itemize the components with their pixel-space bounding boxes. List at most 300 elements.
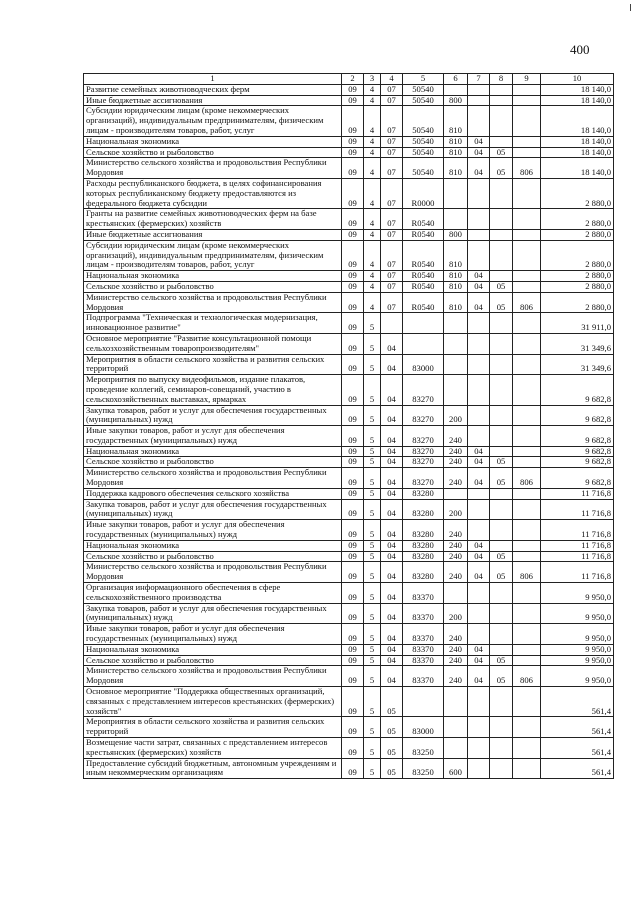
- ministry-cell: [513, 240, 541, 270]
- type-cell: 600: [444, 758, 468, 779]
- chapter-cell: [468, 95, 490, 106]
- chapter-cell: 04: [468, 292, 490, 313]
- subchapter-cell: [490, 446, 513, 457]
- ministry-cell: [513, 446, 541, 457]
- code-cell: 50540: [403, 106, 444, 136]
- code-cell: 83270: [403, 468, 444, 489]
- subchapter-cell: [490, 644, 513, 655]
- ministry-cell: [513, 281, 541, 292]
- ministry-cell: [513, 644, 541, 655]
- chapter-cell: [468, 687, 490, 717]
- type-cell: 810: [444, 136, 468, 147]
- name-cell: Сельское хозяйство и рыболовство: [84, 457, 342, 468]
- amount-cell: 11 716,8: [541, 551, 614, 562]
- ministry-cell: [513, 687, 541, 717]
- item-cell: 04: [381, 354, 403, 375]
- ministry-cell: [513, 271, 541, 282]
- section-cell: 09: [342, 499, 364, 520]
- ministry-cell: [513, 229, 541, 240]
- subsection-cell: 4: [364, 158, 381, 179]
- table-row: [84, 405, 614, 426]
- table-row: [84, 292, 614, 313]
- subsection-cell: 4: [364, 209, 381, 230]
- subchapter-cell: [490, 540, 513, 551]
- code-cell: 50540: [403, 136, 444, 147]
- page-number: 400: [570, 42, 590, 57]
- subsection-cell: 4: [364, 147, 381, 158]
- ministry-cell: [513, 426, 541, 447]
- item-cell: 04: [381, 446, 403, 457]
- item-cell: 04: [381, 644, 403, 655]
- ministry-cell: [513, 551, 541, 562]
- section-cell: 09: [342, 520, 364, 541]
- ministry-cell: [513, 136, 541, 147]
- code-cell: [403, 687, 444, 717]
- subsection-cell: 4: [364, 240, 381, 270]
- item-cell: 04: [381, 666, 403, 687]
- item-cell: 07: [381, 136, 403, 147]
- table-row: [84, 540, 614, 551]
- item-cell: 04: [381, 562, 403, 583]
- item-cell: 07: [381, 178, 403, 208]
- section-cell: 09: [342, 158, 364, 179]
- chapter-cell: [468, 488, 490, 499]
- item-cell: 04: [381, 375, 403, 405]
- item-cell: 07: [381, 271, 403, 282]
- section-cell: 09: [342, 209, 364, 230]
- item-cell: 07: [381, 95, 403, 106]
- table-row: [84, 717, 614, 738]
- ministry-cell: 806: [513, 292, 541, 313]
- code-cell: 83270: [403, 457, 444, 468]
- type-cell: 240: [444, 551, 468, 562]
- subchapter-cell: [490, 426, 513, 447]
- item-cell: 05: [381, 717, 403, 738]
- amount-cell: 561,4: [541, 738, 614, 759]
- item-cell: 07: [381, 147, 403, 158]
- item-cell: 04: [381, 488, 403, 499]
- column-header: 6: [444, 74, 468, 85]
- type-cell: [444, 209, 468, 230]
- table-row: [84, 603, 614, 624]
- type-cell: [444, 488, 468, 499]
- section-cell: 09: [342, 446, 364, 457]
- subsection-cell: 5: [364, 666, 381, 687]
- chapter-cell: [468, 624, 490, 645]
- type-cell: 240: [444, 655, 468, 666]
- subsection-cell: 5: [364, 488, 381, 499]
- code-cell: 83370: [403, 666, 444, 687]
- item-cell: 07: [381, 240, 403, 270]
- table-row: [84, 354, 614, 375]
- table-row: [84, 583, 614, 604]
- chapter-cell: 04: [468, 281, 490, 292]
- code-cell: 83370: [403, 583, 444, 604]
- name-cell: Основное мероприятие "Поддержка общественных организаций, связанных с представлением интересов крестьянских (фермерских) хозяйств": [84, 687, 342, 717]
- item-cell: 04: [381, 583, 403, 604]
- name-cell: Закупка товаров, работ и услуг для обеспечения государственных (муниципальных) нужд: [84, 603, 342, 624]
- name-cell: Иные закупки товаров, работ и услуг для обеспечения государственных (муниципальных) нужд: [84, 426, 342, 447]
- section-cell: 09: [342, 468, 364, 489]
- subsection-cell: 4: [364, 271, 381, 282]
- table-row: [84, 84, 614, 95]
- amount-cell: 31 911,0: [541, 313, 614, 334]
- table-row: [84, 95, 614, 106]
- chapter-cell: [468, 499, 490, 520]
- subsection-cell: 4: [364, 84, 381, 95]
- section-cell: 09: [342, 281, 364, 292]
- name-cell: Мероприятия по выпуску видеофильмов, издание плакатов, проведение коллегий, семинаров-совещаний, участию в сельскохозяйственных выставках, ярмарках: [84, 375, 342, 405]
- table-row: [84, 520, 614, 541]
- code-cell: 83370: [403, 644, 444, 655]
- subsection-cell: 5: [364, 375, 381, 405]
- type-cell: 240: [444, 446, 468, 457]
- table-row: [84, 158, 614, 179]
- code-cell: 83280: [403, 562, 444, 583]
- section-cell: 09: [342, 758, 364, 779]
- column-header: 9: [513, 74, 541, 85]
- subsection-cell: 4: [364, 136, 381, 147]
- type-cell: 240: [444, 644, 468, 655]
- amount-cell: 9 950,0: [541, 624, 614, 645]
- type-cell: 810: [444, 106, 468, 136]
- section-cell: 09: [342, 488, 364, 499]
- chapter-cell: [468, 375, 490, 405]
- section-cell: 09: [342, 717, 364, 738]
- section-cell: 09: [342, 84, 364, 95]
- type-cell: 240: [444, 426, 468, 447]
- item-cell: 04: [381, 520, 403, 541]
- chapter-cell: 04: [468, 158, 490, 179]
- type-cell: 240: [444, 562, 468, 583]
- code-cell: [403, 313, 444, 334]
- type-cell: [444, 687, 468, 717]
- type-cell: 810: [444, 147, 468, 158]
- table-row: [84, 136, 614, 147]
- type-cell: [444, 84, 468, 95]
- item-cell: 05: [381, 687, 403, 717]
- section-cell: 09: [342, 333, 364, 354]
- ministry-cell: [513, 655, 541, 666]
- table-row: [84, 333, 614, 354]
- subchapter-cell: [490, 136, 513, 147]
- subchapter-cell: [490, 405, 513, 426]
- table-row: [84, 178, 614, 208]
- amount-cell: 9 682,8: [541, 446, 614, 457]
- subchapter-cell: [490, 738, 513, 759]
- code-cell: 83280: [403, 551, 444, 562]
- code-cell: R0540: [403, 271, 444, 282]
- amount-cell: 11 716,8: [541, 520, 614, 541]
- subchapter-cell: [490, 717, 513, 738]
- name-cell: Возмещение части затрат, связанных с представлением интересов крестьянских (фермерских) хозяйств: [84, 738, 342, 759]
- subchapter-cell: 05: [490, 666, 513, 687]
- item-cell: 04: [381, 468, 403, 489]
- chapter-cell: [468, 520, 490, 541]
- subsection-cell: 4: [364, 229, 381, 240]
- table-row: [84, 229, 614, 240]
- type-cell: 200: [444, 405, 468, 426]
- amount-cell: 561,4: [541, 758, 614, 779]
- subsection-cell: 5: [364, 499, 381, 520]
- type-cell: [444, 354, 468, 375]
- code-cell: 83270: [403, 446, 444, 457]
- amount-cell: 9 950,0: [541, 655, 614, 666]
- chapter-cell: 04: [468, 468, 490, 489]
- chapter-cell: 04: [468, 457, 490, 468]
- subsection-cell: 5: [364, 540, 381, 551]
- ministry-cell: [513, 313, 541, 334]
- name-cell: Иные бюджетные ассигнования: [84, 95, 342, 106]
- amount-cell: 561,4: [541, 717, 614, 738]
- section-cell: 09: [342, 136, 364, 147]
- table-row: [84, 375, 614, 405]
- amount-cell: 2 880,0: [541, 178, 614, 208]
- item-cell: 07: [381, 229, 403, 240]
- subsection-cell: 5: [364, 457, 381, 468]
- subchapter-cell: [490, 375, 513, 405]
- table-row: [84, 758, 614, 779]
- subsection-cell: 5: [364, 520, 381, 541]
- type-cell: 810: [444, 292, 468, 313]
- item-cell: 07: [381, 84, 403, 95]
- section-cell: 09: [342, 240, 364, 270]
- name-cell: Министерство сельского хозяйства и продовольствия Республики Мордовия: [84, 468, 342, 489]
- type-cell: 800: [444, 95, 468, 106]
- section-cell: 09: [342, 562, 364, 583]
- column-header: 10: [541, 74, 614, 85]
- chapter-cell: 04: [468, 644, 490, 655]
- subchapter-cell: [490, 354, 513, 375]
- column-header: 2: [342, 74, 364, 85]
- item-cell: 05: [381, 758, 403, 779]
- subchapter-cell: 05: [490, 468, 513, 489]
- type-cell: [444, 583, 468, 604]
- amount-cell: 11 716,8: [541, 562, 614, 583]
- amount-cell: 561,4: [541, 687, 614, 717]
- name-cell: Расходы республиканского бюджета, в целях софинансирования которых республиканскому бюджету предоставляются из федерального бюджета субсидии: [84, 178, 342, 208]
- chapter-cell: [468, 84, 490, 95]
- name-cell: Министерство сельского хозяйства и продовольствия Республики Мордовия: [84, 292, 342, 313]
- type-cell: [444, 717, 468, 738]
- section-cell: 09: [342, 687, 364, 717]
- code-cell: 83000: [403, 354, 444, 375]
- code-cell: R0540: [403, 292, 444, 313]
- subsection-cell: 5: [364, 655, 381, 666]
- section-cell: 09: [342, 426, 364, 447]
- subchapter-cell: [490, 271, 513, 282]
- chapter-cell: 04: [468, 271, 490, 282]
- chapter-cell: 04: [468, 655, 490, 666]
- type-cell: 240: [444, 666, 468, 687]
- type-cell: [444, 375, 468, 405]
- table-row: [84, 426, 614, 447]
- ministry-cell: [513, 717, 541, 738]
- subchapter-cell: [490, 209, 513, 230]
- subchapter-cell: [490, 229, 513, 240]
- name-cell: Закупка товаров, работ и услуг для обеспечения государственных (муниципальных) нужд: [84, 499, 342, 520]
- table-row: [84, 271, 614, 282]
- amount-cell: 2 880,0: [541, 240, 614, 270]
- subsection-cell: 5: [364, 624, 381, 645]
- code-cell: 83280: [403, 488, 444, 499]
- subchapter-cell: [490, 520, 513, 541]
- subchapter-cell: 05: [490, 292, 513, 313]
- amount-cell: 11 716,8: [541, 488, 614, 499]
- type-cell: 240: [444, 457, 468, 468]
- amount-cell: 18 140,0: [541, 95, 614, 106]
- code-cell: 83250: [403, 738, 444, 759]
- ministry-cell: [513, 375, 541, 405]
- table-row: [84, 562, 614, 583]
- ministry-cell: [513, 333, 541, 354]
- name-cell: Национальная экономика: [84, 271, 342, 282]
- subsection-cell: 5: [364, 468, 381, 489]
- amount-cell: 9 682,8: [541, 468, 614, 489]
- subchapter-cell: [490, 624, 513, 645]
- item-cell: 07: [381, 158, 403, 179]
- name-cell: Иные бюджетные ассигнования: [84, 229, 342, 240]
- type-cell: [444, 333, 468, 354]
- ministry-cell: [513, 738, 541, 759]
- ministry-cell: [513, 624, 541, 645]
- ministry-cell: [513, 95, 541, 106]
- type-cell: [444, 313, 468, 334]
- chapter-cell: [468, 229, 490, 240]
- subchapter-cell: [490, 313, 513, 334]
- code-cell: 83250: [403, 758, 444, 779]
- amount-cell: 9 682,8: [541, 405, 614, 426]
- table-row: [84, 644, 614, 655]
- section-cell: 09: [342, 271, 364, 282]
- code-cell: 83000: [403, 717, 444, 738]
- table-row: [84, 209, 614, 230]
- amount-cell: 2 880,0: [541, 271, 614, 282]
- subchapter-cell: 05: [490, 158, 513, 179]
- item-cell: 07: [381, 106, 403, 136]
- section-cell: 09: [342, 624, 364, 645]
- subsection-cell: 5: [364, 333, 381, 354]
- chapter-cell: [468, 106, 490, 136]
- column-header: 1: [84, 74, 342, 85]
- item-cell: 04: [381, 655, 403, 666]
- chapter-cell: 04: [468, 446, 490, 457]
- table-row: [84, 666, 614, 687]
- item-cell: 04: [381, 540, 403, 551]
- table-row: [84, 738, 614, 759]
- subsection-cell: 5: [364, 426, 381, 447]
- item-cell: 07: [381, 209, 403, 230]
- type-cell: 810: [444, 158, 468, 179]
- table-row: [84, 147, 614, 158]
- amount-cell: 9 950,0: [541, 666, 614, 687]
- ministry-cell: [513, 457, 541, 468]
- section-cell: 09: [342, 106, 364, 136]
- amount-cell: 2 880,0: [541, 292, 614, 313]
- type-cell: 240: [444, 540, 468, 551]
- chapter-cell: 04: [468, 562, 490, 583]
- scan-mark: [630, 4, 631, 11]
- code-cell: 83270: [403, 426, 444, 447]
- section-cell: 09: [342, 738, 364, 759]
- subchapter-cell: 05: [490, 655, 513, 666]
- subsection-cell: 5: [364, 717, 381, 738]
- amount-cell: 18 140,0: [541, 84, 614, 95]
- chapter-cell: [468, 333, 490, 354]
- ministry-cell: [513, 758, 541, 779]
- ministry-cell: 806: [513, 158, 541, 179]
- section-cell: 09: [342, 229, 364, 240]
- ministry-cell: [513, 209, 541, 230]
- chapter-cell: [468, 717, 490, 738]
- code-cell: 83280: [403, 540, 444, 551]
- amount-cell: 31 349,6: [541, 333, 614, 354]
- subsection-cell: 5: [364, 603, 381, 624]
- ministry-cell: [513, 583, 541, 604]
- code-cell: 83280: [403, 499, 444, 520]
- amount-cell: 2 880,0: [541, 209, 614, 230]
- code-cell: 50540: [403, 158, 444, 179]
- table-row: [84, 624, 614, 645]
- section-cell: 09: [342, 405, 364, 426]
- subchapter-cell: [490, 240, 513, 270]
- name-cell: Сельское хозяйство и рыболовство: [84, 551, 342, 562]
- code-cell: 50540: [403, 147, 444, 158]
- amount-cell: 18 140,0: [541, 147, 614, 158]
- item-cell: 04: [381, 457, 403, 468]
- subchapter-cell: [490, 687, 513, 717]
- subsection-cell: 4: [364, 106, 381, 136]
- subchapter-cell: 05: [490, 457, 513, 468]
- type-cell: [444, 178, 468, 208]
- ministry-cell: [513, 354, 541, 375]
- amount-cell: 18 140,0: [541, 136, 614, 147]
- type-cell: 200: [444, 603, 468, 624]
- subsection-cell: 5: [364, 446, 381, 457]
- section-cell: 09: [342, 95, 364, 106]
- item-cell: 04: [381, 551, 403, 562]
- ministry-cell: [513, 147, 541, 158]
- item-cell: 04: [381, 405, 403, 426]
- subchapter-cell: 05: [490, 147, 513, 158]
- subchapter-cell: [490, 84, 513, 95]
- section-cell: 09: [342, 457, 364, 468]
- item-cell: 07: [381, 292, 403, 313]
- table-row: [84, 446, 614, 457]
- type-cell: 810: [444, 281, 468, 292]
- table-row: [84, 488, 614, 499]
- name-cell: Национальная экономика: [84, 540, 342, 551]
- code-cell: 83370: [403, 655, 444, 666]
- chapter-cell: [468, 178, 490, 208]
- chapter-cell: [468, 354, 490, 375]
- section-cell: 09: [342, 292, 364, 313]
- ministry-cell: 806: [513, 666, 541, 687]
- section-cell: 09: [342, 666, 364, 687]
- subchapter-cell: 05: [490, 551, 513, 562]
- code-cell: R0540: [403, 240, 444, 270]
- code-cell: R0540: [403, 281, 444, 292]
- name-cell: Министерство сельского хозяйства и продовольствия Республики Мордовия: [84, 562, 342, 583]
- name-cell: Национальная экономика: [84, 644, 342, 655]
- name-cell: Сельское хозяйство и рыболовство: [84, 147, 342, 158]
- item-cell: 05: [381, 738, 403, 759]
- ministry-cell: [513, 603, 541, 624]
- table-row: [84, 655, 614, 666]
- section-cell: 09: [342, 540, 364, 551]
- code-cell: 83370: [403, 624, 444, 645]
- name-cell: Национальная экономика: [84, 136, 342, 147]
